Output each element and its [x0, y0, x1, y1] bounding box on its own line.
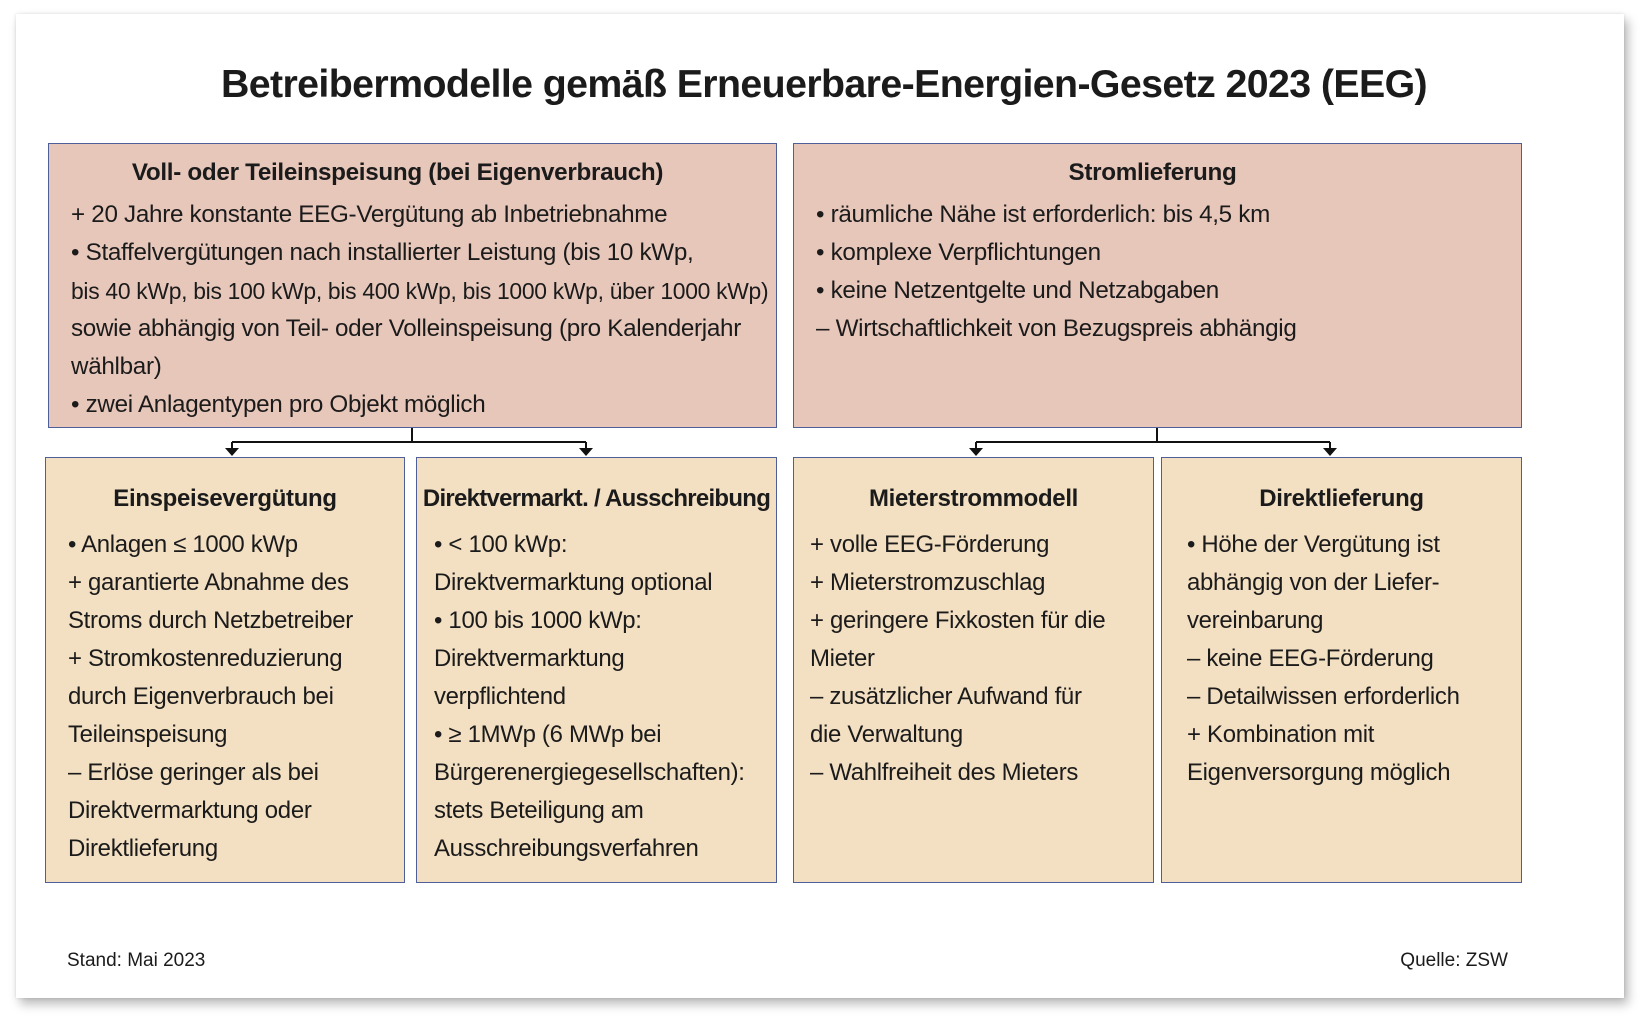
box-line: + Kombination mit [1187, 721, 1375, 748]
box-line: • Staffelvergütungen nach installierter Leistung (bis 10 kWp, [71, 239, 694, 266]
box-lines [794, 526, 1153, 792]
box-line: stets Beteiligung am [434, 797, 644, 824]
arrow-head-mieterstrom [969, 448, 983, 456]
box-line: – Detailwissen erforderlich [1187, 683, 1460, 710]
box-lines [1162, 526, 1521, 792]
box-line: Direktvermarktung oder [68, 797, 312, 824]
box-line: • keine Netzentgelte und Netzabgaben [816, 277, 1219, 304]
box-line: • räumliche Nähe ist erforderlich: bis 4,5 km [816, 201, 1270, 228]
arrow-head-direktlieferung [1323, 448, 1337, 456]
box-line: Teileinspeisung [68, 721, 228, 748]
footer-stand: Stand: Mai 2023 [67, 950, 206, 971]
box-line: Bürgerenergiegesellschaften): [434, 759, 745, 786]
box-line: abhängig von der Liefer- [1187, 569, 1440, 596]
box-line: + volle EEG-Förderung [810, 531, 1050, 558]
box-line: Ausschreibungsverfahren [434, 835, 699, 862]
box-line: – Wirtschaftlichkeit von Bezugspreis abhängig [816, 315, 1297, 342]
box-line: bis 40 kWp, bis 100 kWp, bis 400 kWp, bis 1000 kWp, über 1000 kWp) [71, 278, 769, 304]
box-line: Eigenversorgung möglich [1187, 759, 1451, 786]
box-heading: Direktvermarkt. / Ausschreibung [422, 485, 771, 512]
box-heading: Einspeisevergütung [113, 485, 337, 512]
box-line: • ≥ 1MWp (6 MWp bei [434, 721, 662, 748]
box-line: • komplexe Verpflichtungen [816, 239, 1101, 266]
box-direktvermarktung [416, 457, 777, 883]
box-line: Direktvermarktung [434, 645, 625, 672]
box-line: wählbar) [71, 353, 162, 380]
box-line: – zusätzlicher Aufwand für [810, 683, 1082, 710]
arrow-head-einspeisung [225, 448, 239, 456]
box-heading: Stromlieferung [1068, 159, 1237, 186]
box-line: + 20 Jahre konstante EEG-Vergütung ab Inbetriebnahme [71, 201, 668, 228]
box-line: • < 100 kWp: [434, 531, 568, 558]
box-line: • Höhe der Vergütung ist [1187, 531, 1440, 558]
box-lines [417, 526, 776, 868]
box-line: sowie abhängig von Teil- oder Volleinspeisung (pro Kalenderjahr [71, 315, 741, 342]
box-heading: Mieterstrommodell [868, 485, 1079, 512]
box-heading: Direktlieferung [1259, 485, 1424, 512]
box-line: • Anlagen ≤ 1000 kWp [68, 531, 298, 558]
box-line: – Wahlfreiheit des Mieters [810, 759, 1079, 786]
box-line: Direktlieferung [68, 835, 218, 862]
box-line: – Erlöse geringer als bei [68, 759, 319, 786]
diagram-title: Betreibermodelle gemäß Erneuerbare-Energien-Gesetz 2023 (EEG) [220, 62, 1428, 106]
box-line: + Stromkostenreduzierung [68, 645, 343, 672]
box-line: Stroms durch Netzbetreiber [68, 607, 353, 634]
box-line: + Mieterstromzuschlag [810, 569, 1046, 596]
box-line: • zwei Anlagentypen pro Objekt möglich [71, 391, 486, 418]
footer-quelle: Quelle: ZSW [1400, 950, 1508, 971]
box-lines [46, 526, 404, 868]
box-line: durch Eigenverbrauch bei [68, 683, 334, 710]
arrow-head-direktvermarktung [579, 448, 593, 456]
box-line: + garantierte Abnahme des [68, 569, 349, 596]
box-heading: Voll- oder Teileinspeisung (bei Eigenverbrauch) [131, 159, 664, 186]
box-line: Mieter [810, 645, 875, 672]
box-line: Direktvermarktung optional [434, 569, 713, 596]
box-line: – keine EEG-Förderung [1187, 645, 1434, 672]
box-direktlieferung [1161, 457, 1522, 883]
box-line: vereinbarung [1187, 607, 1324, 634]
box-line: + geringere Fixkosten für die [810, 607, 1106, 634]
box-line: verpflichtend [434, 683, 566, 710]
box-mieterstrommodell [793, 457, 1154, 883]
box-line: • 100 bis 1000 kWp: [434, 607, 642, 634]
box-einspeiseverguetung [45, 457, 405, 883]
box-line: die Verwaltung [810, 721, 963, 748]
